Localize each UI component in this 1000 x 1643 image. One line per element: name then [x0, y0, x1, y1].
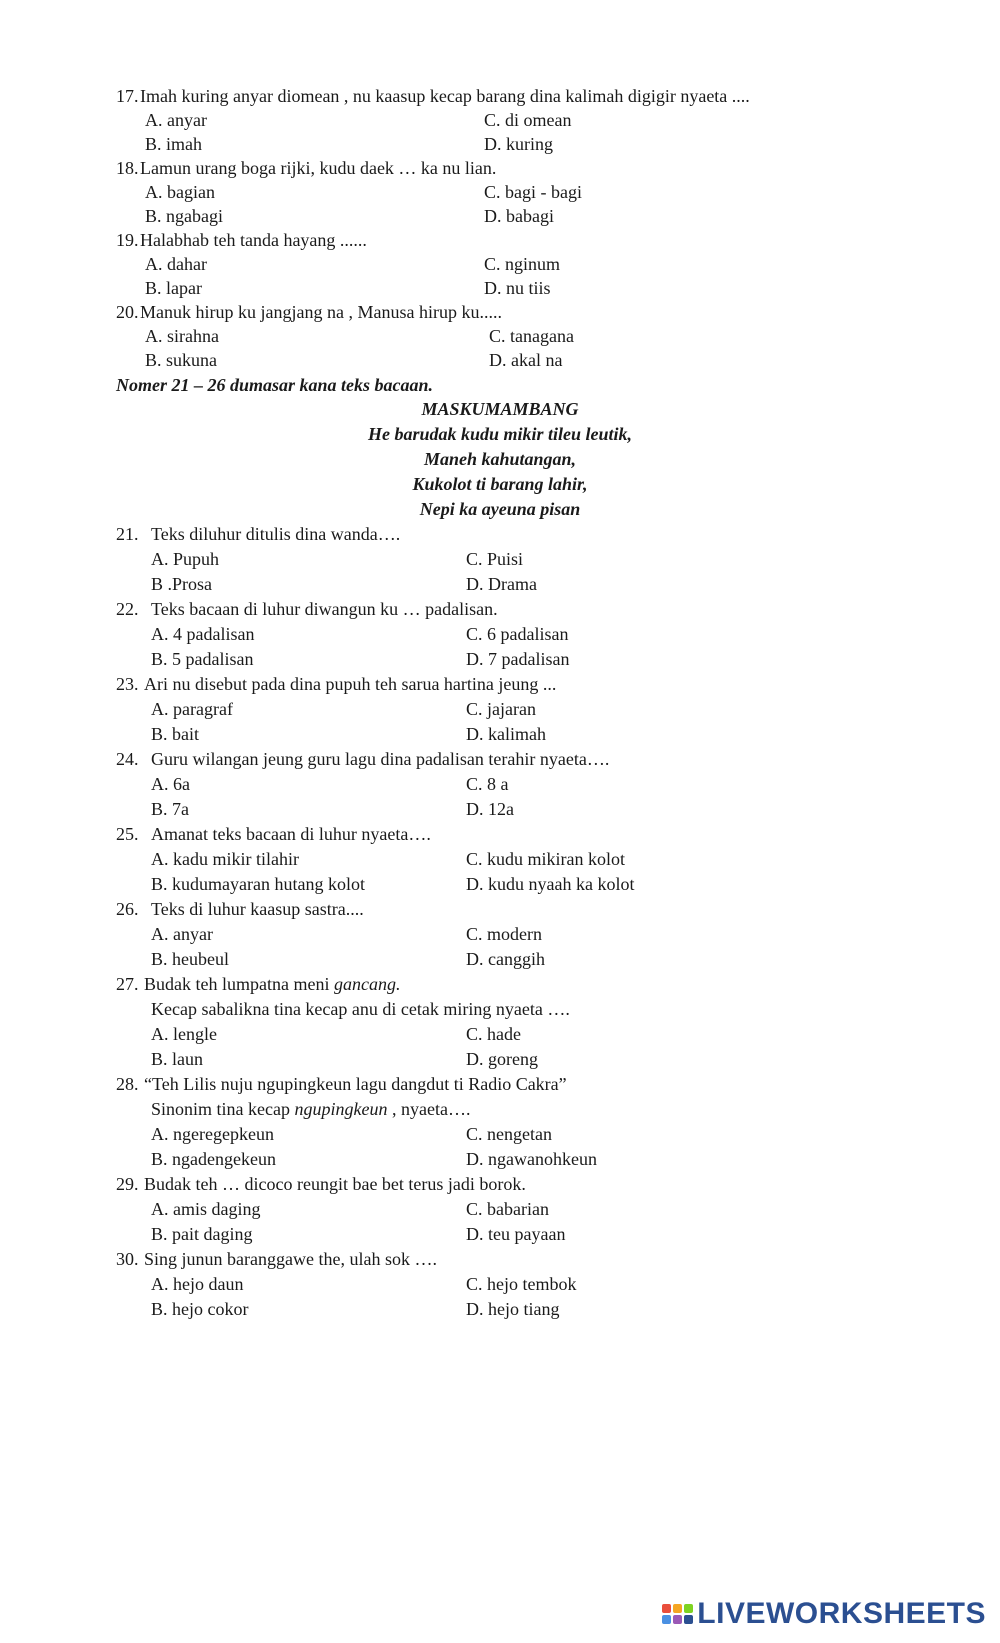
- option-c: C. kudu mikiran kolot: [466, 849, 625, 869]
- question-number: 28.: [116, 1074, 139, 1094]
- question-text-plain: , nyaeta….: [387, 1099, 471, 1119]
- option-b: B. ngadengekeun: [151, 1149, 276, 1169]
- option-d: D. nu tiis: [484, 278, 551, 298]
- question-number: 25.: [116, 824, 139, 844]
- option-d: D. ngawanohkeun: [466, 1149, 597, 1169]
- options-row: [0, 1297, 1000, 1323]
- option-a: A. ngeregepkeun: [151, 1124, 274, 1144]
- question-number: 21.: [116, 524, 139, 544]
- options-row: [0, 722, 1000, 748]
- options-row: [0, 1222, 1000, 1248]
- question-number: 24.: [116, 749, 139, 769]
- question-text: [151, 1097, 470, 1121]
- question-29: [0, 1172, 1000, 1198]
- options-row: [0, 1197, 1000, 1223]
- liveworksheets-logo-icon: [662, 1604, 693, 1624]
- question-number: 29.: [116, 1174, 139, 1194]
- question-28: [0, 1072, 1000, 1098]
- option-b: B. pait daging: [151, 1224, 253, 1244]
- option-c: C. nginum: [484, 254, 561, 274]
- options-row: [0, 697, 1000, 723]
- options-row: [0, 348, 1000, 374]
- options-row: [0, 797, 1000, 823]
- question-17: [0, 84, 1000, 110]
- question-text: Lamun urang boga rijki, kudu daek … ka nu lian.: [140, 158, 497, 178]
- option-c: C. Puisi: [466, 549, 524, 569]
- question-25: [0, 822, 1000, 848]
- option-a: A. bagian: [145, 182, 215, 202]
- options-row: [0, 872, 1000, 898]
- options-row: [0, 572, 1000, 598]
- option-b: B. lapar: [145, 278, 202, 298]
- question-text-italic: gancang.: [333, 974, 401, 994]
- question-text-plain: Sinonim tina kecap: [151, 1099, 295, 1119]
- question-text: Amanat teks bacaan di luhur nyaeta….: [151, 824, 431, 844]
- question-text: Budak teh … dicoco reungit bae bet terus jadi borok.: [144, 1174, 526, 1194]
- options-row: [0, 204, 1000, 230]
- question-text: “Teh Lilis nuju ngupingkeun lagu dangdut ti Radio Cakra”: [144, 1074, 567, 1094]
- option-d: D. teu payaan: [466, 1224, 566, 1244]
- option-b: B. kudumayaran hutang kolot: [151, 874, 365, 894]
- question-text: Teks diluhur ditulis dina wanda….: [151, 524, 401, 544]
- option-a: A. anyar: [151, 924, 213, 944]
- option-d: D. 7 padalisan: [466, 649, 570, 669]
- options-row: [0, 132, 1000, 158]
- options-row: [0, 108, 1000, 134]
- logo-square: [662, 1615, 671, 1624]
- poem-line-text: Kukolot ti barang lahir,: [412, 474, 588, 494]
- options-row: [0, 922, 1000, 948]
- option-b: B. 7a: [151, 799, 189, 819]
- question-number: 18.: [116, 158, 139, 178]
- question-22: [0, 597, 1000, 623]
- options-row: [0, 324, 1000, 350]
- question-19: [0, 228, 1000, 254]
- option-b: B. 5 padalisan: [151, 649, 254, 669]
- option-b: B. heubeul: [151, 949, 229, 969]
- question-23: [0, 672, 1000, 698]
- question-text: Guru wilangan jeung guru lagu dina padalisan terahir nyaeta….: [151, 749, 610, 769]
- question-text: Imah kuring anyar diomean , nu kaasup kecap barang dina kalimah digigir nyaeta ....: [140, 86, 750, 106]
- options-row: [0, 1122, 1000, 1148]
- logo-text: LIVEWORKSHEETS: [697, 1597, 986, 1630]
- options-row: [0, 1047, 1000, 1073]
- option-a: A. sirahna: [145, 326, 219, 346]
- option-a: A. Pupuh: [151, 549, 220, 569]
- question-text-italic: ngupingkeun: [294, 1099, 388, 1119]
- options-row: [0, 1272, 1000, 1298]
- question-18: [0, 156, 1000, 182]
- section-intro: [0, 373, 1000, 399]
- option-a: A. paragraf: [151, 699, 233, 719]
- question-30: [0, 1247, 1000, 1273]
- question-26: [0, 897, 1000, 923]
- option-d: D. canggih: [466, 949, 545, 969]
- question-text: Ari nu disebut pada dina pupuh teh sarua hartina jeung ...: [144, 674, 557, 694]
- option-c: C. 6 padalisan: [466, 624, 569, 644]
- poem-line-text: He barudak kudu mikir tileu leutik,: [367, 424, 633, 444]
- option-a: A. hejo daun: [151, 1274, 244, 1294]
- question-27: [0, 972, 1000, 998]
- option-d: D. goreng: [466, 1049, 538, 1069]
- question-text: Teks bacaan di luhur diwangun ku … padalisan.: [151, 599, 498, 619]
- poem-line-text: Maneh kahutangan,: [423, 449, 577, 469]
- option-c: C. nengetan: [466, 1124, 552, 1144]
- question-24: [0, 747, 1000, 773]
- option-a: A. 6a: [151, 774, 190, 794]
- poem-title-text: MASKUMAMBANG: [421, 399, 579, 419]
- question-text: [144, 972, 400, 996]
- options-row: [0, 276, 1000, 302]
- question-number: 26.: [116, 899, 139, 919]
- option-d: D. kalimah: [466, 724, 546, 744]
- logo-square: [662, 1604, 671, 1613]
- option-d: D. 12a: [466, 799, 514, 819]
- option-c: C. jajaran: [466, 699, 536, 719]
- section-intro-text: Nomer 21 – 26 dumasar kana teks bacaan.: [116, 375, 434, 395]
- option-a: A. kadu mikir tilahir: [151, 849, 299, 869]
- question-number: 27.: [116, 974, 139, 994]
- option-c: C. modern: [466, 924, 542, 944]
- question-number: 20.: [116, 302, 139, 322]
- option-a: A. 4 padalisan: [151, 624, 255, 644]
- question-text: Sing junun baranggawe the, ulah sok ….: [144, 1249, 437, 1269]
- option-b: B. sukuna: [145, 350, 217, 370]
- option-b: B .Prosa: [151, 574, 213, 594]
- options-row: [0, 252, 1000, 278]
- poem-line: [0, 447, 1000, 473]
- question-28-line2: [0, 1097, 1000, 1123]
- question-20: [0, 300, 1000, 326]
- option-b: B. laun: [151, 1049, 203, 1069]
- option-d: D. babagi: [484, 206, 554, 226]
- poem-title: [0, 397, 1000, 423]
- options-row: [0, 847, 1000, 873]
- option-b: B. imah: [145, 134, 202, 154]
- poem-line-text: Nepi ka ayeuna pisan: [419, 499, 581, 519]
- question-21: [0, 522, 1000, 548]
- option-a: A. lengle: [151, 1024, 217, 1044]
- option-c: C. bagi - bagi: [484, 182, 582, 202]
- options-row: [0, 947, 1000, 973]
- logo-square: [673, 1604, 682, 1613]
- options-row: [0, 1022, 1000, 1048]
- logo-square: [684, 1604, 693, 1613]
- option-a: A. anyar: [145, 110, 207, 130]
- question-number: 17.: [116, 86, 139, 106]
- question-number: 22.: [116, 599, 139, 619]
- options-row: [0, 1147, 1000, 1173]
- option-d: D. Drama: [466, 574, 537, 594]
- question-text: Kecap sabalikna tina kecap anu di cetak miring nyaeta ….: [151, 999, 570, 1019]
- logo-square: [684, 1615, 693, 1624]
- question-number: 23.: [116, 674, 139, 694]
- poem-line: [0, 472, 1000, 498]
- option-c: C. 8 a: [466, 774, 509, 794]
- option-b: B. ngabagi: [145, 206, 223, 226]
- option-c: C. hejo tembok: [466, 1274, 577, 1294]
- option-c: C. hade: [466, 1024, 521, 1044]
- logo-square: [673, 1615, 682, 1624]
- poem-line: [0, 497, 1000, 523]
- option-a: A. dahar: [145, 254, 207, 274]
- option-d: D. akal na: [489, 350, 563, 370]
- options-row: [0, 772, 1000, 798]
- options-row: [0, 647, 1000, 673]
- option-b: B. bait: [151, 724, 199, 744]
- question-27-line2: [0, 997, 1000, 1023]
- question-text: Halabhab teh tanda hayang ......: [140, 230, 367, 250]
- options-row: [0, 622, 1000, 648]
- question-text-plain: Budak teh lumpatna meni: [144, 974, 334, 994]
- option-b: B. hejo cokor: [151, 1299, 249, 1319]
- options-row: [0, 180, 1000, 206]
- liveworksheets-logo[interactable]: [662, 1596, 986, 1632]
- option-c: C. tanagana: [489, 326, 574, 346]
- options-row: [0, 547, 1000, 573]
- option-c: C. babarian: [466, 1199, 549, 1219]
- question-text: Manuk hirup ku jangjang na , Manusa hirup ku.....: [140, 302, 502, 322]
- poem-line: [0, 422, 1000, 448]
- option-c: C. di omean: [484, 110, 572, 130]
- option-d: D. hejo tiang: [466, 1299, 560, 1319]
- option-d: D. kuring: [484, 134, 553, 154]
- question-text: Teks di luhur kaasup sastra....: [151, 899, 364, 919]
- option-d: D. kudu nyaah ka kolot: [466, 874, 635, 894]
- question-number: 19.: [116, 230, 139, 250]
- question-number: 30.: [116, 1249, 139, 1269]
- option-a: A. amis daging: [151, 1199, 261, 1219]
